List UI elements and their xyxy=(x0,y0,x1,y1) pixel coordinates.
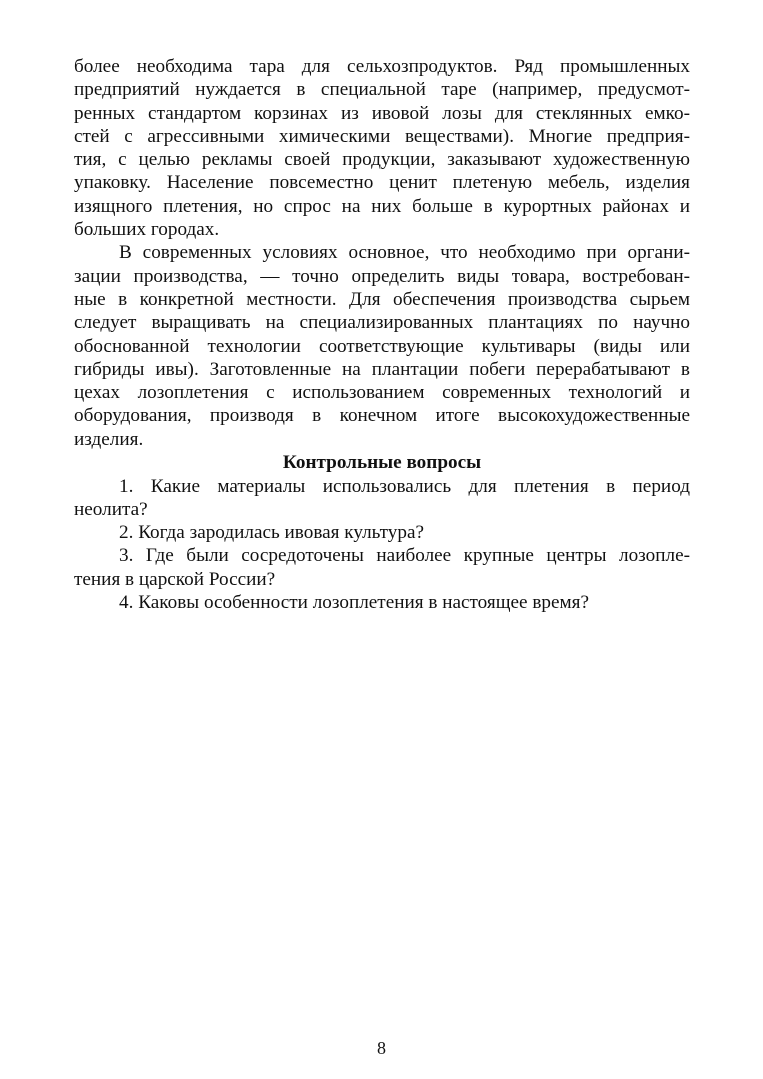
text-line: 3. Где были сосредоточены наиболее крупные центры лозопле- xyxy=(119,545,690,567)
text-line: ные в конкретной местности. Для обеспечения производства сырьем xyxy=(74,288,690,310)
text-line: 2. Когда зародилась ивовая культура? xyxy=(119,522,425,544)
text-line: цехах лозоплетения с использованием современных технологий и xyxy=(74,382,690,404)
text-line: тия, с целью рекламы своей продукции, заказывают художественную xyxy=(74,149,690,171)
text-line: тения в царской России? xyxy=(74,568,276,590)
text-line: следует выращивать на специализированных плантациях по научно xyxy=(74,312,690,334)
text-line: обоснованной технологии соответствующие культивары (виды или xyxy=(74,335,690,357)
text-line: 1. Какие материалы использовались для плетения в период xyxy=(119,475,690,497)
question-item xyxy=(74,521,690,544)
paragraph-2 xyxy=(74,241,690,451)
text-line: гибриды ивы). Заготовленные на плантации побеги перерабатывают в xyxy=(74,358,690,380)
text-line: изделия. xyxy=(74,428,144,450)
paragraph-1 xyxy=(74,55,690,241)
questions-list xyxy=(74,475,690,615)
text-line: предприятий нуждается в специальной таре (например, предусмот- xyxy=(74,79,690,101)
text-line: В современных условиях основное, что необходимо при органи- xyxy=(119,242,690,264)
text-line: упаковку. Население повсеместно ценит плетеную мебель, изделия xyxy=(74,172,690,194)
text-line: оборудования, производя в конечном итоге высокохудожественные xyxy=(74,405,690,427)
page-number: 8 xyxy=(377,1038,386,1058)
question-item xyxy=(74,544,690,591)
text-line: 4. Каковы особенности лозоплетения в настоящее время? xyxy=(119,592,589,614)
text-line: ренных стандартом корзинах из ивовой лозы для стеклянных емко- xyxy=(74,102,690,124)
question-item xyxy=(74,591,690,614)
page-body xyxy=(74,55,690,614)
text-line: больших городах. xyxy=(74,219,220,241)
text-line: стей с агрессивными химическими веществами). Многие предприя- xyxy=(74,125,690,147)
text-line: более необходима тара для сельхозпродуктов. Ряд промышленных xyxy=(74,56,690,77)
text-line: изящного плетения, но спрос на них больше в курортных районах и xyxy=(74,195,690,217)
text-line: зации производства, — точно определить виды товара, востребован- xyxy=(74,265,690,287)
text-line: неолита? xyxy=(74,498,148,520)
question-item xyxy=(74,475,690,522)
section-title: Контрольные вопросы xyxy=(282,452,482,474)
